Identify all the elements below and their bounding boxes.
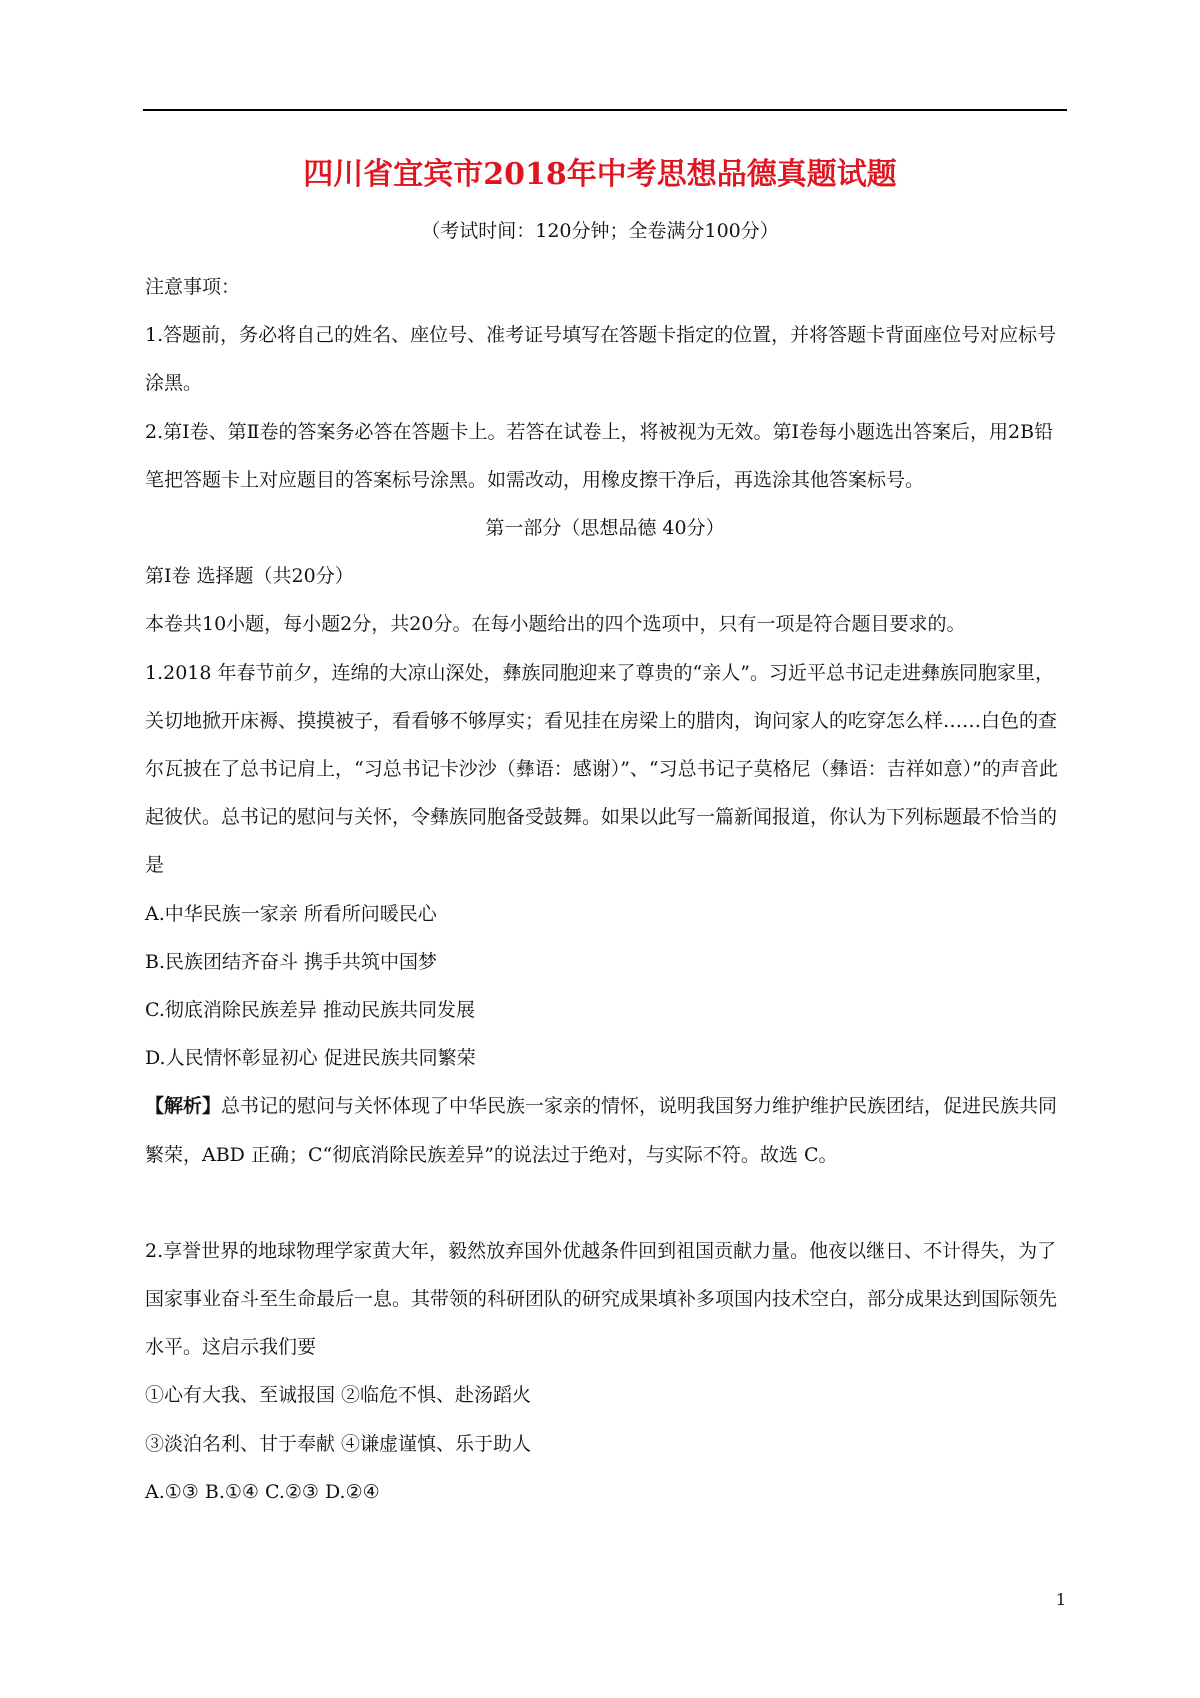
- page-number: 1: [1055, 1590, 1066, 1609]
- question-2-options: A.①③ B.①④ C.②③ D.②④: [145, 1480, 380, 1503]
- question-1-option-d: D.人民情怀彰显初心 促进民族共同繁荣: [145, 1047, 476, 1070]
- question-1-option-c: C.彻底消除民族差异 推动民族共同发展: [145, 999, 475, 1022]
- question-1-option-a: A.中华民族一家亲 所看所问暖民心: [145, 902, 437, 925]
- question-2-stem: 2.享誉世界的地球物理学家黄大年，毅然放弃国外优越条件回到祖国贡献力量。他夜以继日、不计得失，为了国家事业奋斗至生命最后一息。其带领的科研团队的研究成果填补多项国内技术空白，部分成果达到国际领先水平。这启示我们要: [145, 1239, 1058, 1359]
- question-1-stem: 1.2018 年春节前夕，连绵的大凉山深处，彝族同胞迎来了尊贵的“亲人”。习近平总书记走进彝族同胞家里，关切地掀开床褥、摸摸被子，看看够不够厚实；看见挂在房梁上的腊肉，询问家人的吃穿怎么样……白色的查尔瓦披在了总书记肩上，“习总书记卡沙沙（彝语：感谢）”、“习总书记子莫格尼（彝语：吉祥如意）”的声音此起彼伏。总书记的慰问与关怀，令彝族同胞备受鼓舞。如果以此写一篇新闻报道，你认为下列标题最不恰当的是: [145, 661, 1058, 877]
- page-title: 四川省宜宾市2018年中考思想品德真题试题: [303, 157, 897, 192]
- header-rule: [143, 109, 1067, 111]
- question-2-statements-1: ①心有大我、至诚报国 ②临危不惧、赴汤蹈火: [145, 1384, 532, 1407]
- analysis-text: 总书记的慰问与关怀体现了中华民族一家亲的情怀，说明我国努力维护维护民族团结，促进民族共同繁荣，ABD 正确；C“彻底消除民族差异”的说法过于绝对，与实际不符。故选 C。: [145, 1095, 1058, 1166]
- document-body: [145, 263, 1065, 1516]
- analysis-label: 【解析】: [145, 1095, 222, 1118]
- question-1-option-b: B.民族团结齐奋斗 携手共筑中国梦: [145, 950, 438, 973]
- question-1-analysis: [145, 1082, 1065, 1178]
- section-intro: 本卷共10小题，每小题2分，共20分。在每小题给出的四个选项中，只有一项是符合题目要求的。: [145, 613, 966, 636]
- notes-heading: 注意事项：: [145, 276, 241, 298]
- notes-item-2: 2.第Ⅰ卷、第Ⅱ卷的答案务必答在答题卡上。若答在试卷上，将被视为无效。第Ⅰ卷每小题选出答案后，用2B铅笔把答题卡上对应题目的答案标号涂黑。如需改动，用橡皮擦干净后，再选涂其他答案标号。: [145, 420, 1054, 491]
- notes-item-1: 1.答题前，务必将自己的姓名、座位号、准考证号填写在答题卡指定的位置，并将答题卡背面座位号对应标号涂黑。: [145, 324, 1057, 395]
- section-heading: 第Ⅰ卷 选择题（共20分）: [145, 565, 354, 588]
- question-2-statements-2: ③淡泊名利、甘于奉献 ④谦虚谨慎、乐于助人: [145, 1432, 532, 1455]
- blank-line: [145, 1179, 1065, 1227]
- exam-info: （考试时间：120分钟；全卷满分100分）: [421, 220, 779, 242]
- part-heading: 第一部分（思想品德 40分）: [485, 517, 725, 540]
